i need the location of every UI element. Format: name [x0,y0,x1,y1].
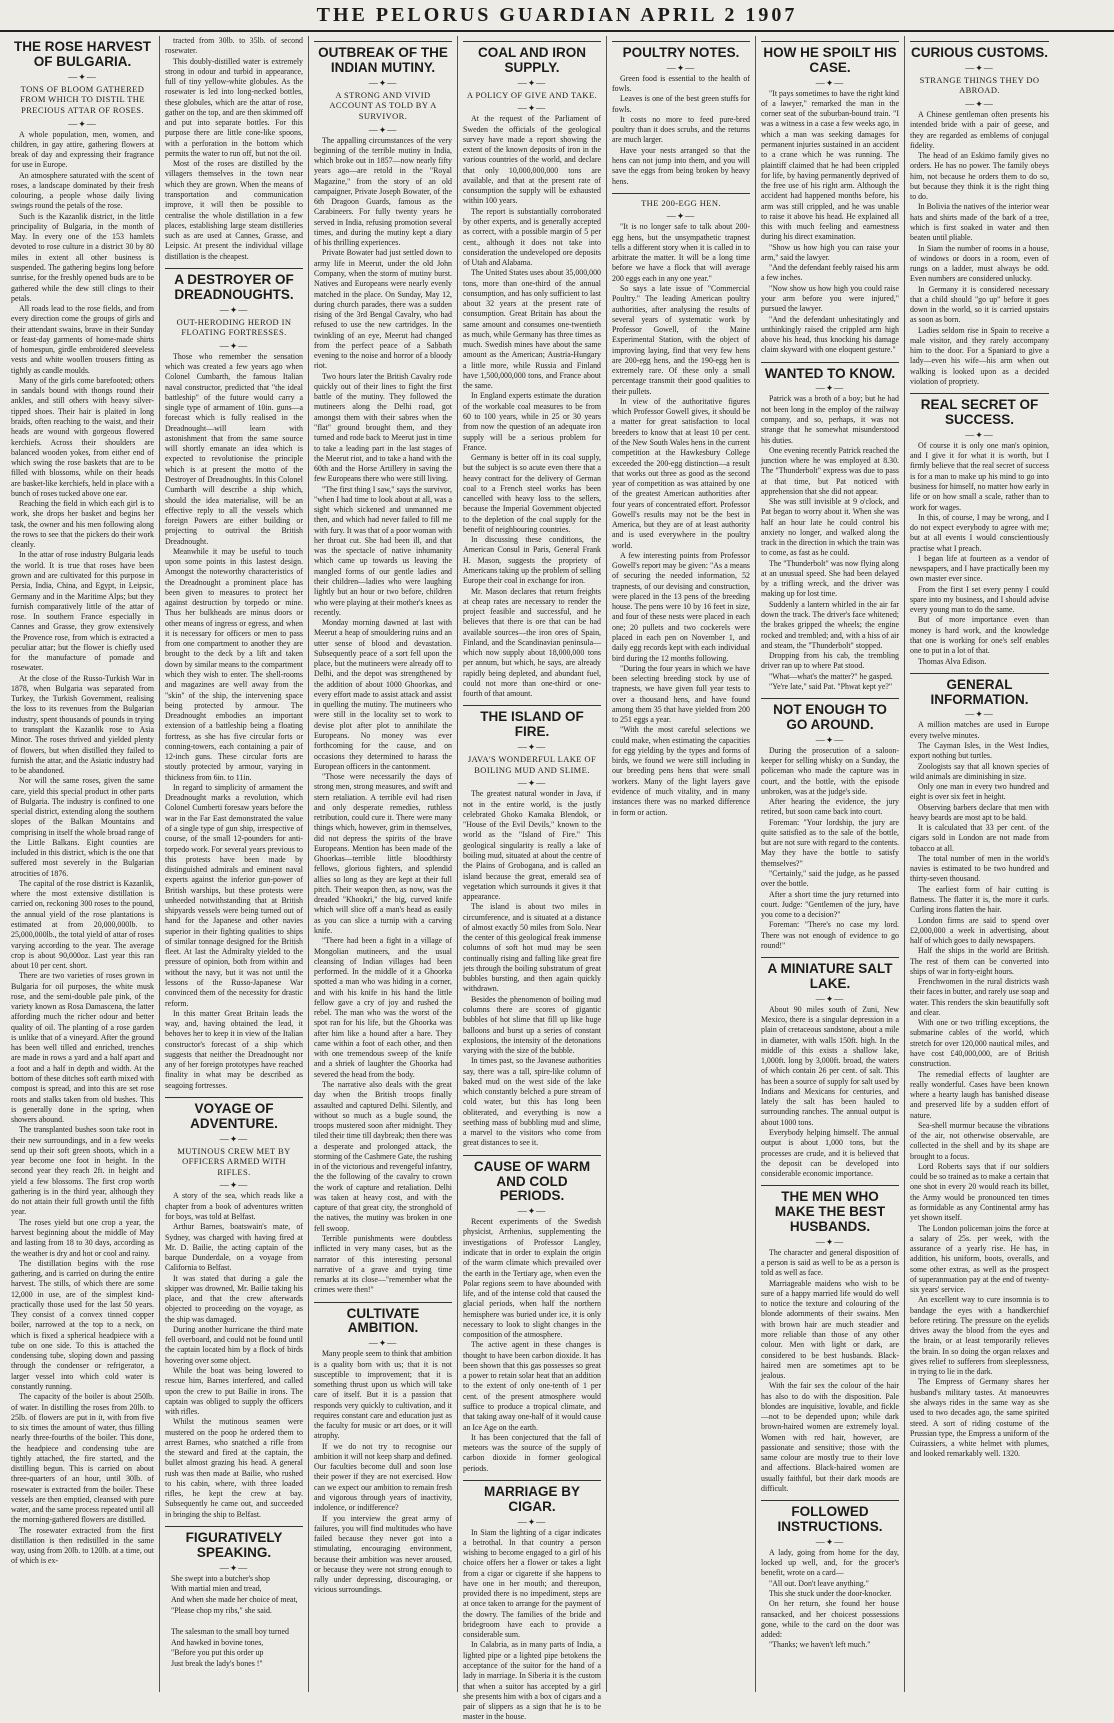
article-paragraph: In Siam the number of rooms in a house, of windows or doors in a room, even of rungs on a ladder, must always be odd. Even numbers are considered unlucky. [910,243,1049,284]
article-headline: MARRIAGE BY CIGAR. [483,1483,580,1514]
article-paragraph: Half the ships in the world are British. The rest of them can be converted into ships of war in forty-eight hours. [910,946,1049,976]
article-body [463,1528,601,1723]
ornament-divider: —✦— [517,77,547,88]
article-paragraph: The earliest form of hair cutting is flatness. The flatter it is, the more it curls. Curling irons flatten the hair. [910,884,1049,915]
article-paragraph: With one or two trifling exceptions, the submarine cables of the world, which stretch for over 120,000 nautical miles, and have cost £40,000,000, are of British construction. [910,1018,1049,1069]
article-paragraph: In Calabria, as in many parts of India, a lighted pipe or a lighted pipe betokens the acceptance of the suitor for the hand of a lady in marriage. In Siberia it is the custom that when a suitor has accepted by a girl she presents him with a box of cigars and a pair of slippers as a sign that he is to be master in the house. [463,1640,601,1722]
article-divider [761,41,899,42]
article-subhead: MUTINOUS CREW MET BY OFFICERS ARMED WITH RIFLES. [177,1145,291,1177]
article-body [910,110,1049,387]
article-divider [761,957,899,958]
article-paragraph: During another hurricane the third mate fell overboard, and could not be found until the captain located him by a flock of birds hovering over some object. [165,1324,303,1365]
article-paragraph: Private Bowater had just settled down to army life in Meerut, under the old John Company, when the storm of mutiny burst. Natives and Europeans were nearly evenly matched in the place. On Sunday, May 12, during church parades, there was a sudden rising of the 3rd Bengal Cavalry, who had refused to use the new cartridges. In the twinkling of an eye, Meerut had changed from the perfect peace of a Sabbath evening to the noise and horror of a bloody riot. [314,248,452,371]
article-paragraph: The Cayman Isles, in the West Indies, export nothing but turtles. [910,741,1049,761]
verse-line: And when she made her choice of meat, [171,1595,298,1604]
article-paragraph: The character and general disposition of a person is said as well to be as a person is told as well as face. [761,1247,899,1278]
verse-line [165,1616,303,1627]
article-paragraph: "And the defendant feebly raised his arm a few inches. [761,263,899,283]
article-subhead: OUT-HERODING HEROD IN FLOATING FORTRESSES. [176,316,292,338]
article [761,1500,899,1650]
ornament-divider: —✦— [219,340,249,351]
article-paragraph: After hearing the evidence, the jury retired, but soon came back into court. [761,797,899,817]
article-paragraph: tracted from 30lb. to 35lb. of second rosewater. [165,36,303,56]
article-paragraph: The capacity of the boiler is about 250lb. of water. In distilling the roses from 20lb. to 25lb. of flowers are put in it, with from five to six times the amount of water, thus filling nearly three-fourths of the boiler. This done, the headpiece and condensing tube are tightly attached, the fire started, and the distilling begun. This is carried on about three-quarters of an hour, until 30lb. of rosewater is extracted from the boiler. These vessels are then emptied, cleansed with pure water, and the same process repeated until all the morning-gathered flowers are distilled. [11,1392,154,1525]
article-paragraph: An excellent way to cure insomnia is to bandage the eyes with a handkerchief before retiring. The pressure on the eyelids drives away the blood from the eyes and the brain, or at least temporarily relieves the brain. In so doing the organ relaxes and gives relief to sufferers from sleeplessness, in trying to lie in the dark. [910,1295,1049,1377]
article-paragraph: Zoologists say that all known species of wild animals are diminishing in size. [910,761,1049,781]
article-body [165,352,303,1091]
article-paragraph: Frenchwomen in the rural districts wash their faces in butter, and rarely use soap and water. This renders the skin beautifully soft and clear. [910,977,1049,1017]
article [165,1526,303,1670]
article-paragraph: "Now show us how high you could raise your arm before you were injured," pursued the lawyer. [761,283,899,314]
ornament-divider: —✦— [815,734,845,745]
article-paragraph: Reaching the field in which each girl is to work, she drops her basket and begins her task, the owner and his men following along the rows to see that the pickers do their work cleanly. [11,499,154,550]
article-paragraph: "There had been a fight in a village of Mongolian mutineers, and the usual cleansing of Indian villages had been performed. In the middle of it a Ghoorka spotted a man who was hiding in a corner, and with his knife in his hand the little fellow gave a cry of joy and rushed the rebel. The man who was the worst of the spot ran for his life, but the Ghoorka was after him like a hound after a hare. They came within a foot of each other, and then with one tremendous sweep of the knife and a shriek of laughter the Ghoorka had severed the head from the body. [314,936,452,1079]
article-paragraph: In this, of course, I may be wrong, and I do not expect everybody to agree with me; but at all events I would conscientiously practise what I preach. [910,512,1049,553]
article-paragraph: Foreman: "There's no case my lord. There was not enough of evidence to go round!" [761,920,899,950]
article-paragraph: An atmosphere saturated with the scent of roses, a landscape dominated by their fresh colouring, a people whose daily living swings round the petals of the rose. [11,170,154,211]
article [761,698,899,951]
article-divider [612,41,750,42]
article [314,41,452,1296]
article-paragraph: The narrative also deals with the great day when the British troops finally assaulted and captured Delhi. Silently, and without so much as a bugle sound, the troops mustered soon after midnight. They tiled their time till daybreak; then there was a desperate and prolonged attack, the storming of the Cashmere Gate, the rushing in of the victorious and revengeful infantry, the the following of the cavalry to crown the work of capture and retaliation. Delhi was taken at heavy cost, and with the capture of that great city, the stronghold of the natives, the mutiny was broken in one fell swoop. [314,1080,452,1233]
column-1 [6,36,160,1692]
article-headline: FIGURATIVELY SPEAKING. [185,1529,283,1560]
article-paragraph: A Chinese gentleman often presents his intended bride with a pair of geese, and they are regarded as emblems of conjugal fidelity. [910,110,1049,150]
article-headline: A MINIATURE SALT LAKE. [767,961,893,991]
article-divider [910,393,1049,394]
article-paragraph: Sea-shell murmur because the vibrations of the air, not otherwise observable, are collected in the shell and by its shape are brought to a focus. [910,1120,1049,1161]
article-divider [761,698,899,699]
article-paragraph: "All out. Don't leave anything." [769,1578,869,1588]
article [463,1155,601,1474]
article-paragraph: The capital of the rose district is Kazanlik, where the most extensive distillation is carried on, reckoning 300 roses to the pound, the annual yield of the rose plantations is estimated at from 20,000,000lb. to 25,000,000lb., the total yield of attar of roses varying according to the year. The average crop is about 90,000oz. Last year this ran about 10 per cent. short. [11,878,154,971]
article-paragraph: It has been conjectured that the fall of meteors was the source of the supply of carbon dioxide in former geological periods. [463,1432,601,1473]
article [463,705,601,1148]
article-headline: COAL AND IRON SUPPLY. [478,45,586,75]
article-paragraph: Such is the Kazanlik district, in the little principality of Bulgaria, in the month of May. In every one of the 153 hamlets devoted to rose culture in a district 30 by 80 miles in extent all other business is suspended. The gathering begins long before sunrise, for the freshly opened buds are to be gathered while the dew still clings to their petals. [11,211,154,303]
article-body [761,1548,899,1651]
article-paragraph: But of more importance even than money is hard work, and the knowledge that one is working for one's self enables one to put in a lot of that. [910,615,1049,656]
article-paragraph: The "Thunderbolt" was now flying along at an unusual speed. She had been delayed by a trifling wreck, and the driver was making up for lost time. [761,558,899,599]
article-paragraph: After a short time the jury returned into court. Judge: "Gentlemen of the jury, have you come to a decision?" [761,889,899,920]
article-body [314,136,452,1296]
ornament-divider: —✦— [965,429,994,440]
article-paragraph: A story of the sea, which reads like a chapter from a book of adventures written for boys, was told at Belfast. [165,1191,303,1221]
article-body [463,789,601,1148]
article-paragraph: While the boat was being lowered to rescue him, Barnes interfered, and called upon the crew to put Bailie in irons. The captain was obliged to supply the officers with rifles. [165,1365,303,1417]
article-paragraph: Lord Roberts says that if our soldiers could be so trained as to make a certain that one shot in every 20 would reach its billet, the Army would be pronounced ten times as formidable as any Continental army has yet shown itself. [910,1161,1049,1223]
article [165,1097,303,1520]
article-paragraph: "Certainly," said the judge, as he passed over the bottle. [761,869,899,889]
article-paragraph: Many people seem to think that ambition is a quality born with us; that it is not susceptible to improvement; that it is something thrust upon us which will take care of itself. But it is a passion that responds very quickly to cultivation, and it requires constant care and education just as the faculty for music or art does, or it will atrophy. [314,1349,452,1441]
ornament-divider: —✦— [368,1338,398,1349]
article-paragraph: Suddenly a lantern whirled in the air far down the track. The driver's face whitened; the brakes gripped the wheels; the engine rocked and trembled; and, with a hiss of air and steam, the "Thunderbolt" stopped. [761,599,899,650]
verse-line: She swept into a butcher's shop [171,1573,270,1583]
ornament-divider: —✦— [517,742,547,753]
masthead [0,0,1114,32]
article [761,1185,899,1494]
article-paragraph: Observing barbers declare that men with heavy beards are most apt to be bald. [910,802,1049,822]
article-paragraph: One evening recently Patrick reached the junction where he was employed at 8.30. The "Thunderbolt" express was due to pass at that time, but Pat noticed with apprehension that she did not appear. [761,445,899,496]
article-paragraph: The total number of men in the world's navies is estimated to be two hundred and thirty-seven thousand. [910,853,1049,884]
ornament-divider: —✦— [219,1133,249,1144]
article-divider [165,1097,303,1098]
article-paragraph: I began life at fourteen as a vendor of newspapers, and I have practically been my own master ever since. [910,553,1049,584]
article-body [761,89,899,356]
article-body [761,1005,899,1180]
article-subhead: A POLICY OF GIVE AND TAKE. [466,89,598,100]
verse-line: And hawked in bovine tones, [171,1637,264,1647]
article-divider [463,1480,601,1481]
article-paragraph: In this matter Great Britain leads the way, and, having obtained the lead, it behoves her to keep it in view of the Italian constructor's forecast of a ship which suggests that neither the Dreadnought nor any of her foreign prototypes have reached finality in what may be described as seagoing fortresses. [165,1008,303,1090]
article-paragraph: The United States uses about 35,000,000 tons, more than one-third of the annual consumption, and has only sufficient to last about 32 years at the present rate of consumption. Great Britain has about the same amount and consumes one-twentieth as much, while Germany has three times as much. Swedish mines have about the same amount as the American; Austria-Hungary a little more, while Russia and Finland have 1,500,000,000 tons, and France about the same. [463,268,601,391]
article-paragraph: The greatest natural wonder in Java, if not in the entire world, is the justly celebrated Ghoko Kamaka Blendok, or "House of the Evil Devils," known to the world as the "Island of Fire." This geological singularity is really a lake of boiling mud, situated at about the centre of the Plains of Grobogana, and is called an island because the great, emerald sea of vegetation which surrounds it gives it that appearance. [463,789,601,902]
ornament-divider: —✦— [368,124,398,135]
article [463,1480,601,1723]
ornament-divider: —✦— [965,99,994,110]
article-paragraph: The active agent in these changes is thought to have been carbon dioxide. It has been shown that this gas possesses so great a power to retain solar heat that an addition to the extent of only one-tenth of 1 per cent. of the present atmosphere would suffice to produce a tropical climate, and that taking away one-half of it would cause an Ice Age on the earth. [463,1340,601,1432]
article-body [314,1349,452,1595]
article-paragraph: Most of the roses are distilled by the villagers themselves in the town near which they are grown. When the means of transportation and communication improve, it will then be possible to centralise the whole distillation in a few places, establishing large steam distilleries such as are used at Cannes, Grasse, and Leipsic. At present the individual village distillation is the cheapest. [165,159,303,261]
article-paragraph: Everybody helping himself. The annual output is about 1,000 tons, but the processes are crude, and it is believed that the deposit can be developed into considerable economic importance. [761,1128,899,1179]
article-headline: REAL SECRET OF SUCCESS. [920,397,1039,428]
article-headline: NOT ENOUGH TO GO AROUND. [773,702,887,732]
article-divider [761,1185,899,1186]
ornament-divider: —✦— [68,118,97,129]
article-paragraph: "The first thing I saw," says the survivor, "when I had time to look about at all, was a sight which sickened and unmanned me then, and which had never failed to fill me with fury. It was that of a poor woman with her throat cut. She had been ill, and that was the spectacle of native inhumanity which came up towards us leaving the mangled forms of our gentle ladies and their children—ladies who were laughing lightly but an hour or two before, children who were playing at their mother's knees as recently. [314,484,452,617]
article-paragraph: "It pays sometimes to have the right kind of a lawyer," remarked the man in the corner seat of the suburban-bound train. "I was a witness in a case a few weeks ago, in which a man was seeking damages for permanent injuries sustained in an accident to a crane which he was running. The plaintiff claimed that he had been crippled for life, by having permanently deprived of the free use of his right arm. Although the accident had happened months before, his arm was still crippled, and he was unable to raise it above his head. He explained all this with much feeling and earnestness during his direct examination. [761,88,899,242]
article-body [165,1574,303,1670]
article [612,41,750,187]
article-paragraph: Meanwhile it may be useful to touch upon some points in this lastest design. Amongst the noteworthy characteristics of the Dreadnought a prominent place has been given to measures to protect her against destruction by torpedo or mine. Thus her bulkheads are minus doors or other means of ingress or egress, and when it is necessary for officers or men to pass from one compartment to another they are brought to the deck by a lift and taken down by similar means to the compartment which they wish to enter. The shell-rooms and magazines are well away from the "skin" of the ship, the intervening space being protected by armour. The Dreadnought embodies an important extension of a battleship being a floating fortress, as she has five circular forts or conning-towers, each containing a pair of 12-inch guns. These circular forts are stoutly protected by armour, varying in thickness from 6in. to 11in. [165,546,303,782]
article-paragraph: She was still invisible at 9 o'clock, and Pat began to worry about it. When she was half an hour late he could control his anxiety no longer, and walked along the track in the direction in which the train was to come, as fast as he could. [761,497,899,558]
article-paragraph: Thomas Alva Edison. [918,656,987,666]
ornament-divider: —✦— [815,383,845,394]
article-paragraph: "Thanks; we haven't left much." [769,1640,871,1650]
article-headline: THE MEN WHO MAKE THE BEST HUSBANDS. [774,1189,886,1235]
article-paragraph: A lady, going from home for the day, locked up well, and, for the grocer's benefit, wrote on a card— [761,1547,899,1578]
article [761,362,899,693]
article-body [463,114,601,699]
ornament-divider: —✦— [815,1236,845,1247]
article-divider [314,41,452,42]
ornament-divider: —✦— [815,993,845,1004]
article-paragraph: All roads lead to the rose fields, and from every direction come the groups of girls and their attendant swains, brave in their Sunday or feast-day garments of home-made shirts of homespun, girdle embroidered sleeveless vests and white woollen trousers fitting as tightly as candle moulds. [11,304,154,375]
article-subhead: STRANGE THINGS THEY DO ABROAD. [919,74,1040,96]
article-paragraph: Only one man in every two hundred and eight is over six feet in height. [910,782,1049,802]
article-divider [612,193,750,194]
article-paragraph: It costs no more to feed pure-bred poultry than it does scrubs, and the returns are much larger. [612,114,750,145]
ornament-divider: —✦— [965,709,994,720]
article-paragraph: Marriageable maidens who wish to be sure of a happy married life would do well to notice the texture and colouring of the blonde adornments of their swains. Men with brown hair are much steadier and more reliable than those of any other colour. Men with light or dark, are considered to be best husbands. Black-haired men are sometimes apt to be jealous. [761,1278,899,1381]
article-paragraph: Dropping from his cab, the trembling driver ran up to where Pat stood. [761,651,899,671]
article-paragraph: In England experts estimate the duration of the workable coal measures to be from 60 to 100 years, while in 25 or 30 years from now the question of an adequate iron supply will be a serious problem for France. [463,391,601,452]
article-paragraph: In the attar of rose industry Bulgaria leads the world. It is true that roses have been grown and are cultivated for this purpose in Persia, India, China, and Egypt, in Leipsic, Germany and in the Maritime Alps; but they furnish comparatively little of the attar of rose. In southern France especially in Cannes and Grasse, they grow extensively the Provence rose, from which is extracted a peculiar attar; but the flower is chiefly used for the manufacture of pomade and rosewater. [11,550,154,673]
article-paragraph: About 90 miles south of Zuni, New Mexico, there is a singular depression in a plain of cretaceous sandstone, about a mile in diameter, with walls 150ft. high. In the middle of this exists a shallow lake, 1,000ft. long by 3,000ft. broad, the waters of which contain 26 per cent. of salt. This has been a source of supply for salt used by Indians and Mexicans for centuries, and lately the salt has been hauled to surrounding ranches. The annual output is about 1000 tons. [761,1004,899,1127]
article-paragraph: A few interesting points from Professor Gowell's report may be given: "As a means of securing the needed information, 52 trapnests, of our devising and construction, were placed in the 13 pens of the breeding house. The pens were 10 by 16 feet in size, and four of these nests were placed in each one; 20 pullets and two cockerels were placed in each pen on November 1, and daily egg records kept with each individual bird during the 12 months following. [612,550,750,663]
ornament-divider: —✦— [965,62,994,73]
ornament-divider: —✦— [815,1536,845,1547]
ornament-divider: —✦— [517,778,547,789]
article-paragraph: It was stated that during a gale the skipper was drowned, Mr. Bailie taking his place, and that the crew afterwards objected to proceeding on the voyage, as the ship was damaged. [165,1273,303,1324]
ornament-divider: —✦— [368,77,398,88]
article-body [11,130,154,1567]
article-headline: GENERAL INFORMATION. [930,676,1029,707]
article-divider [761,1500,899,1501]
ornament-divider: —✦— [666,211,696,222]
article-paragraph: "Show us how high you can raise your arm," said the lawyer. [761,242,899,262]
ornament-divider: —✦— [517,1516,547,1527]
article [165,36,303,262]
article-paragraph: In Siam the lighting of a cigar indicates a betrothal. In that country a person wishing to become engaged to a girl of his choice offers her a flower or takes a light from a cigar or cigarette if she happens to have one in her mouth; and thereupon, provided there is no impediment, steps are at once taken to arrange for the payment of the dowry. The families of the bride and bridegroom have each to provide a considerable sum. [463,1527,601,1640]
article-paragraph: A whole population, men, women, and children, in gay attire, gathering flowers at break of day and expressing their fragrance for use in Europe. [11,129,154,170]
article-paragraph: Monday morning dawned at last with Meerut a heap of smouldering ruins and an utter sense of blood and devastation. Subsequently peace of a sort fell upon the place, but the mutineers were already off to Delhi, and the depot was strengthened by the addition of about 1000 Ghoorkas, and every effort made to assist attack and assist in quelling the mutiny. The mutineers who were still in the locality set to work to devise plot after plot to annihilate the Europeans. No money was ever forthcoming for the cause, and on occasions they determined to harass the European officers in the cantonment. [314,618,452,771]
article-paragraph: This doubly-distilled water is extremely strong in odour and turbid in appearance, full of tiny yellow-white globules. As the rosewater is led into long-necked bottles, these globules, which are the attar of rose, gather on the top, and are then skimmed off and put into separate bottles. For this purpose there are little cone-like spoons, with a perforation in the bottom which permits the water to run off, but not the oil. [165,56,303,158]
article-subhead: A STRONG AND VIVID ACCOUNT AS TOLD BY A SURVIVOR. [329,89,437,121]
article-paragraph: London firms are said to spend over £2,000,000 a week in advertising, about half of which goes to daily newspapers. [910,915,1049,946]
article-headline: THE ISLAND OF FIRE. [480,709,584,740]
article-body [761,746,899,951]
article-paragraph: Ladies seldom rise in Spain to receive a male visitor, and they rarely accompany him to the door. For a Spaniard to give a lady—even his wife—his arm when out walking is looked upon as a decided violation of propriety. [910,325,1049,386]
article-body [910,720,1049,1459]
column-7 [905,36,1054,1692]
article-headline: FOLLOWED INSTRUCTIONS. [777,1504,883,1535]
article-body [165,36,303,262]
article-paragraph: In regard to simplicity of armament the Dreadnought marks a revolution, which Colonel Cumberti foresaw years before the war in the Far East demonstrated the value of a single type of gun ship, irrespective of course, of the small 12-pounders for anti-torpedo work. For several years previous to this protests have been made by distinguished admirals and eminent naval experts against the inferior gun-power of British warships, but these protests were unheeded notwithstanding that at British shipyards vessels were being turned out of hand for the Japanese and other navies superior in their fighting qualities to ships of similar tonnage designed for the British fleet. At last the Admiralty yielded to the pressure of opinion, both from within and without the navy, but it was not until the lessons of the Russo-Japanese War convinced them of the necessity for drastic reform. [165,782,303,1008]
article-paragraph: Those who remember the sensation which was created a few years ago when Colonel Cumbarth, the famous Italian naval constructor, predicted that "the ideal battleship" of the future would carry a single type of armament of 10in. guns—a forecast which is fully realised in the Dreadnought—will learn with astonishment that from the same source will shortly emanate an idea which is expected to revolutionise the principle which is at present the motto of the Destroyer of Dreadnoughts. In this Colonel Cumbarth will describe a ship which, should the idea materialise, will be an effective reply to all the vessels which foreign Powers are either building or projecting to outrival the British Dreadnought. [165,351,303,546]
article-headline: CAUSE OF WARM AND COLD PERIODS. [473,1158,591,1204]
article-divider [910,673,1049,674]
columns [6,36,1108,1722]
article-paragraph: The rosewater extracted from the first distillation is then redistilled in the same way, using from 20lb. to 120lb. at a time, out of which is ex- [11,1525,154,1566]
ornament-divider: —✦— [219,1562,249,1573]
article-paragraph: So says a late issue of "Commercial Poultry." The leading American poultry authorities, after analysing the results of several years of systematic work by Professor Gowell, of the Maine Experimental Station, with the object of improving laying, find that very few hens are 200-egg hens, and the 190-egg hen is extremely rare. Of these only a small percentage transmit their good qualities to their pullets. [612,283,750,396]
article-paragraph: Recent experiments of the Swedish physicist, Arrhenius, supplementing the investigations of Professor Langley, indicate that in order to explain the origin of the warm climate which prevailed over the earth in the Tertiary age, when even the Polar regions seem to have abounded with life, and of the intense cold that caused the glacial periods, when half the northern hemisphere was buried under ice, it is only necessary to look to slight changes in the composition of the atmosphere. [463,1217,601,1340]
article-paragraph: "With the most careful selections we could make, when estimating the capacities for egg yielding by the types and forms of birds, we found we were still including in our breeding pens hens that were small workers. Many of the light layers gave evidence of much vitality, and in many instances there was no marked difference in form or action. [612,725,750,817]
ornament-divider: —✦— [219,304,249,315]
article-paragraph: On her return, she found her house ransacked, and her choicest possessions gone, while to the card on the door was added: [761,1599,899,1640]
article [463,41,601,699]
article-divider [463,705,601,706]
article-paragraph: There are two varieties of roses grown in Bulgaria for oil purposes, the white musk rose, and the semi-double pale pink, of the variety known as Rosa Damascena, the latter affording much the richer odour and better quality of oil. The planting of a rose garden is unlike that of a vineyard. After the ground has been well tilled and enriched, trenches are made in rows a yard and a half apart and a foot and a half in depth and width. At the bottom of these ditches soft earth mixed with compost is spread, and into this are set rose roots and stalks taken from old bushes. This is generally done in the spring, when showers abound. [11,971,154,1125]
article [910,673,1049,1460]
article-paragraph: The head of an Eskimo family gives no orders. He has no power. The family obeys him, not because he orders them to do so, but because they think it is the right thing to do. [910,151,1049,202]
article-divider [463,41,601,42]
article-paragraph: "What—what's the matter?" he gasped. [769,671,893,681]
article-paragraph: In view of the authoritative figures which Professor Gowell gives, it should be a matter for great satisfaction to local breeders to know that at least 10 per cent. of the New South Wales hens in the current competition at the Hawkesbury College exceeded the 200-egg distinction—a result that works out three as good as the second year of competition as was attained by one of the greatest American authorities after four years of concentrated effort. Professor Gowell's results may not be the best in America, but they are of at least authority and is used everywhere in the poultry world. [612,396,750,550]
article-paragraph: Have your nests arranged so that the hens can not jump into them, and you will save the eggs from being broken by heavy hens. [612,145,750,186]
article-paragraph: The roses yield but one crop a year, the harvest beginning about the middle of May and lasting from 18 to 30 days, according as the weather is dry and hot or cool and rainy. [11,1217,154,1258]
article-paragraph: If you interview the great army of failures, you will find multitudes who have failed because they never got into a stimulating, encouraging environment, because their ambition was never aroused, or because they were not strong enough to rally under depressing, discouraging, or vicious surroundings. [314,1513,452,1595]
ornament-divider: —✦— [68,71,97,82]
article-headline: CURIOUS CUSTOMS. [910,45,1048,60]
ornament-divider: —✦— [219,1180,249,1191]
article-paragraph: In discussing these conditions, the American Consul in Paris, General Frank H. Mason, suggests the propriety of Americans taking up the problem of selling Europe their coal in exchange for iron. [463,535,601,586]
article [761,41,899,356]
article [11,40,154,1567]
verse-line: "Before you put this order up [171,1648,264,1658]
article-paragraph: In Bolivia the natives of the interior wear hats and shirts made of the bark of a tree, which is first soaked in water and then beaten until pliable. [910,202,1049,243]
article-paragraph: The remedial effects of laughter are really wonderful. Cases have been known where a hearty laugh has banished disease and preserved life by a sudden effort of nature. [910,1069,1049,1120]
article-headline: OUTBREAK OF THE INDIAN MUTINY. [318,45,448,75]
verse-line: The salesman to the small boy turned [171,1627,289,1637]
article-paragraph: At the request of the Parliament of Sweden the officials of the geological survey have made a report showing the extent of the known deposits of iron in the various countries of the world, and declare that only 10,000,000,000 tons are available, and that at the present rate of consumption the supply will be exhausted within 100 years. [463,114,601,206]
article-body [612,74,750,187]
article-paragraph: "And the defendant unhesitatingly and unthinkingly raised the crippled arm high above his head, thus knocking his damage claim skyward with one eloquent gesture." [761,314,899,355]
article-paragraph: Whilst the mutinous seamen were mustered on the poop he ordered them to arrest Barnes, who snatched a rifle from the steward and fired at the captain, the bullet almost grazing his head. A general rush was then made at Bailie, who rushed to his cabin, where, with three loaded rifles, he kept the crew at bay. Subsequently he came out, and succeeded in bringing the ship to Belfast. [165,1417,303,1519]
ornament-divider: —✦— [517,1206,547,1217]
article-headline: THE ROSE HARVEST OF BULGARIA. [13,39,152,69]
article-paragraph: "Those were necessarily the days of strong men, strong measures, and swift and stern retaliation. A terrible evil had risen and only desperate remedies, ruthless retribution, could cure it. There were many things which, however, grim in themselves, did not depress the spirits of the brave Europeans. Mention has been made of the Ghoorkas—terrible little bloodthirsty fellows, glorious fighters, and splendid allies so long as they are kept at their full pitch. Their weapon then, as now, was the dreaded "Khookri," the big, curved knife which will slice off a man's head as easily as you can slice a turnip with a carving knife. [314,772,452,936]
article-paragraph: Mr. Mason declares that return freights at cheap rates are necessary to render the project feasible and successful, and he believes that there is ore that can be had available sources—the iron ores of Spain, Finland, and the Scandinavian peninsula—which now supply about 18,000,000 tons per annum, but which, he says, are already rapidly being depleted, and abundant fuel, could not more than one-third or one-fourth of that amount. [463,586,601,699]
article-paragraph: Nor will the same roses, given the same care, yield this special product in other parts of Bulgaria. The industry is confined to one special district, extending along the southern slopes of the Balkan Mountains and comprising in itself the whole broad range of the Little Balkans. Eight counties are included in this district, which is the one that suffered most severely in the Bulgarian atrocities of 1876. [11,776,154,878]
article-headline: HOW HE SPOILT HIS CASE. [763,45,897,75]
article-paragraph: The distillation begins with the rose gathering, and is carried on during the entire harvest. The stills, of which there are some 12,000 in use, are of the simplest kind-practically those used for the last 50 years. They consist of a convex tinned copper boiler, narrowed at the top to a neck, on which is fixed a spherical headpiece with a tube on one side. To this is attached the condensing tube, sloping down and passing through the condenser or refrigerator, a larger vessel into which cold water is constantly running. [11,1258,154,1391]
verse-line: Just break the lady's bones !" [171,1659,263,1669]
article-paragraph: In Germany it is considered necessary that a child should "go up" before it goes down in the world, so it is carried upstairs as soon as born. [910,284,1049,325]
article-paragraph: Green food is essential to the health of fowls. [612,73,750,94]
article-paragraph: Besides the phenomenon of boiling mud columns there are scores of gigantic bubbles of hot slime that fill up like huge balloons and burst up a series of constant explosions, the intensity of the detonations varying with the size of the bubble. [463,994,601,1056]
article-paragraph: The appalling circumstances of the very beginning of the terrible mutiny in India, which broke out in 1857—now nearly fifty years ago—are retold in the "Royal Magazine," from the story of an old campaigner, Private Joseph Bowater, of the 6th Dragoon Guards, famous as the Carabineers. For fully twenty years he served in India, refusing promotion several times, and during the mutiny kept a diary of his thrilling experiences. [314,135,452,248]
article-headline: A DESTROYER OF DREADNOUGHTS. [174,271,294,302]
article-paragraph: The London policeman joins the force at a salary of 25s. per week, with the assurance of a yearly rise. He has, in addition, his uniform, boots, overalls, and some other extras, as well as the prospect of superannuation pay at the end of twenty-six years' service. [910,1223,1049,1295]
article-divider [165,1526,303,1527]
column-5 [607,36,756,1692]
verse-line: With martial mien and tread, [171,1584,262,1594]
column-3 [309,36,458,1692]
article-paragraph: The Empress of Germany shares her husband's military tastes. At manoeuvres she always rides in the same way as she used to two decades ago, the same spirited steed. A sort of riding costume of the Prussian type, the Empress a uniform of the Cuirassiers, a white helmet with plumes, and looked remarkably well. 1320. [910,1377,1049,1459]
article-paragraph: Foreman: "Your lordship, the jury are quite satisfied as to the sale of the bottle, but are not sure with regard to the contents. May they have the bottle to satisfy themselves?" [761,817,899,868]
verse-line: "Please chop my ribs," she said. [171,1605,272,1615]
column-6 [756,36,905,1692]
article-paragraph: At the close of the Russo-Turkish War in 1878, when Bulgaria was separated from Turkey, the Turkish Government, realising the loss to its revenues from the Bulgarian industry, spent thousands of pounds in trying to transplant the Kazanlik rose to Asia Minor. The roses thrived and yielded plenty of flowers, but when distilled they failed to furnish the attar, and the Asiatic industry had to be abandoned. [11,673,154,776]
article-divider [910,41,1049,42]
article-paragraph: Arthur Barnes, boatswain's mate, of Sydney, was charged with having fired at Mr. D. Bailie, the acting captain of the barque Dunderdale, on a voyage from California to Belfast. [165,1222,303,1273]
article-body [463,1217,601,1474]
column-4 [458,36,607,1722]
article-headline: CULTIVATE AMBITION. [346,1305,420,1336]
column-2 [160,36,309,1692]
article-divider [165,268,303,269]
article [314,1302,452,1596]
article [165,268,303,1091]
article [612,193,750,818]
article-paragraph: During the prosecution of a saloon-keeper for selling whisky on a Sunday, the policeman who made the capture was in court, and the bottle, with the episode unbroken, was at the judge's side. [761,745,899,796]
article-paragraph: A million matches are used in Europe every twelve minutes. [910,720,1049,740]
article-paragraph: In times past, so the Javanese authorities say, there was a tall, spire-like column of baked mud on the west side of the lake which constantly belched a pure stream of cold water, but this has long been obliterated, and everything is now a seething mass of bubbling mud and slime, a marvel to the visitors who come from great distances to see it. [463,1056,601,1148]
article [910,41,1049,387]
article-paragraph: Patrick was a broth of a boy; but he had not been long in the employ of the railway company, and so, perhaps, it was not strange that he somewhat misunderstood his duties. [761,394,899,445]
article-paragraph: Many of the girls come barefooted; others in sandals bound with thongs round their ankles, and still others with heavy silver-tipped shoes. Their hair is plaited in long braids, often reaching to the waist, and their heads are wound with gorgeous flowered kerchiefs. Across their shoulders are balanced wooden yokes, from either end of which swing the rose baskets that are to be filled with blossoms, while on their heads are basket-like kerchiefs, held in place with a bunch of roses tucked above one ear. [11,375,154,498]
article-paragraph: Germany is better off in its coal supply, but the subject is so acute even there that a heavy contract for the delivery of German coal to a French steel works has been cancelled with heavy loss to the sellers, because the Imperial Government objected to the depletion of the coal supply for the benefit of neighbouring countries. [463,453,601,534]
article-paragraph: This she stuck under the door-knocker. [769,1589,892,1598]
article-subhead: TONS OF BLOOM GATHERED FROM WHICH TO DISTIL THE PRECIOUS ATTAR OF ROSES. [20,83,145,115]
article-divider [463,1155,601,1156]
article-headline: WANTED TO KNOW. [764,365,896,381]
article-body [165,1191,303,1520]
article-subhead: THE 200-EGG HEN. [641,197,721,208]
article-body [761,394,899,692]
article-paragraph: Two hours later the British Cavalry rode quickly out of their lines to fight the first battle of the mutiny. They followed the mutineers along the Delhi road, got amongst them with their sabres when the "flat" ground brought them, and they turned and rode back to Meerut just in time to take a leading part in the last stages of the Meerut riot, and to take a hand with the 60th and the Horse Artillery in saving the few Europeans there who were still living. [314,371,452,484]
article-paragraph: "It is no longer safe to talk about 200-egg hens, but the unsympathetic trapnest tells a different story when it is called in to arbitrate the matter. It will be a long time before we have a flock that will average 200 eggs each in any one year." [612,222,750,283]
article-paragraph: The island is about two miles in circumference, and is situated at a distance of almost exactly 50 miles from Solo. Near the center of this geological freak immense columns of soft hot mud may be seen continually rising and falling like great fire jets through the boiling substratum of great bubbles bursting, and then again quickly withdrawn. [463,902,601,994]
article-paragraph: The report is substantially corroborated by other experts, and is generally accepted as correct, with a possible margin of 5 per cent., although it does not take into consideration the undeveloped ore deposits of Utah and Alabama. [463,206,601,268]
article [910,393,1049,667]
ornament-divider: —✦— [517,103,547,114]
article-body [910,441,1049,667]
article-headline: POULTRY NOTES. [622,45,740,60]
article-paragraph: If we do not try to recognise our ambition it will not keep sharp and defined. Our faculties become dull and soon lose their power if they are not exercised. How can we expect our ambition to remain fresh and vigorous through years of inactivity, indolence, or indifference? [314,1441,452,1513]
article-body [612,222,750,817]
article-divider [314,1302,452,1303]
ornament-divider: —✦— [666,62,696,73]
article-paragraph: Terrible punishments were doubtless inflicted in very many cases, but as the narrator of this interesting personal narrative of a grave and trying time remarks at its close—"remember what the crimes were then!" [314,1233,452,1295]
article-paragraph: From the first I set every penny I could spare into my business, and I should advise every young man to do the same. [910,584,1049,615]
article-paragraph: It is calculated that 33 per cent. of the cigars sold in London are not made from tobacco at all. [910,823,1049,853]
ornament-divider: —✦— [815,77,845,88]
article-paragraph: The transplanted bushes soon take root in their new surroundings, and in a few weeks send up their soft green shoots, which in a year become one foot in height. In the second year they reach 2ft. in height and yield a few blossoms. The first crop worth gathering is in the third year, although they do not attain their full growth until the fifth year. [11,1125,154,1217]
article-paragraph: With the fair sex the colour of the hair has also to do with the disposition. Pale blondes are inquisitive, lovable, and fickle—not to be depended upon; while dark brown-haired women are extremely loyal. Women with red hair, however, are passionate and sensitive; those with the same colour are mostly true to their love and affections. Black-haired women are usually faithful, but their dark moods are difficult. [761,1381,899,1493]
article-paragraph: "During the four years in which we have been selecting breeding stock by use of trapnests, we have given full year tests to over a thousand hens, and have found among them 35 that have yielded from 200 to 251 eggs a year. [612,663,750,725]
article-paragraph: "Ye're late," said Pat. "Phwat kept ye?" [769,681,893,691]
article-paragraph: Of course it is only one man's opinion, and I give it for what it is worth, but I firmly believe that the real secret of success is for a man to make up his mind to go into business for himself, no matter how early in life or on how small a scale, rather than to work for wages. [910,440,1049,512]
masthead-title: THE PELORUS GUARDIAN APRIL 2 1907 [316,4,798,26]
article-body [761,1248,899,1494]
article-subhead: JAVA'S WONDERFUL LAKE OF BOILING MUD AND SLIME. [467,754,597,775]
article-divider [761,362,899,363]
article-headline: VOYAGE OF ADVENTURE. [190,1100,278,1131]
article-paragraph: Leaves is one of the best green stuffs for fowls. [612,94,750,114]
article [761,957,899,1179]
